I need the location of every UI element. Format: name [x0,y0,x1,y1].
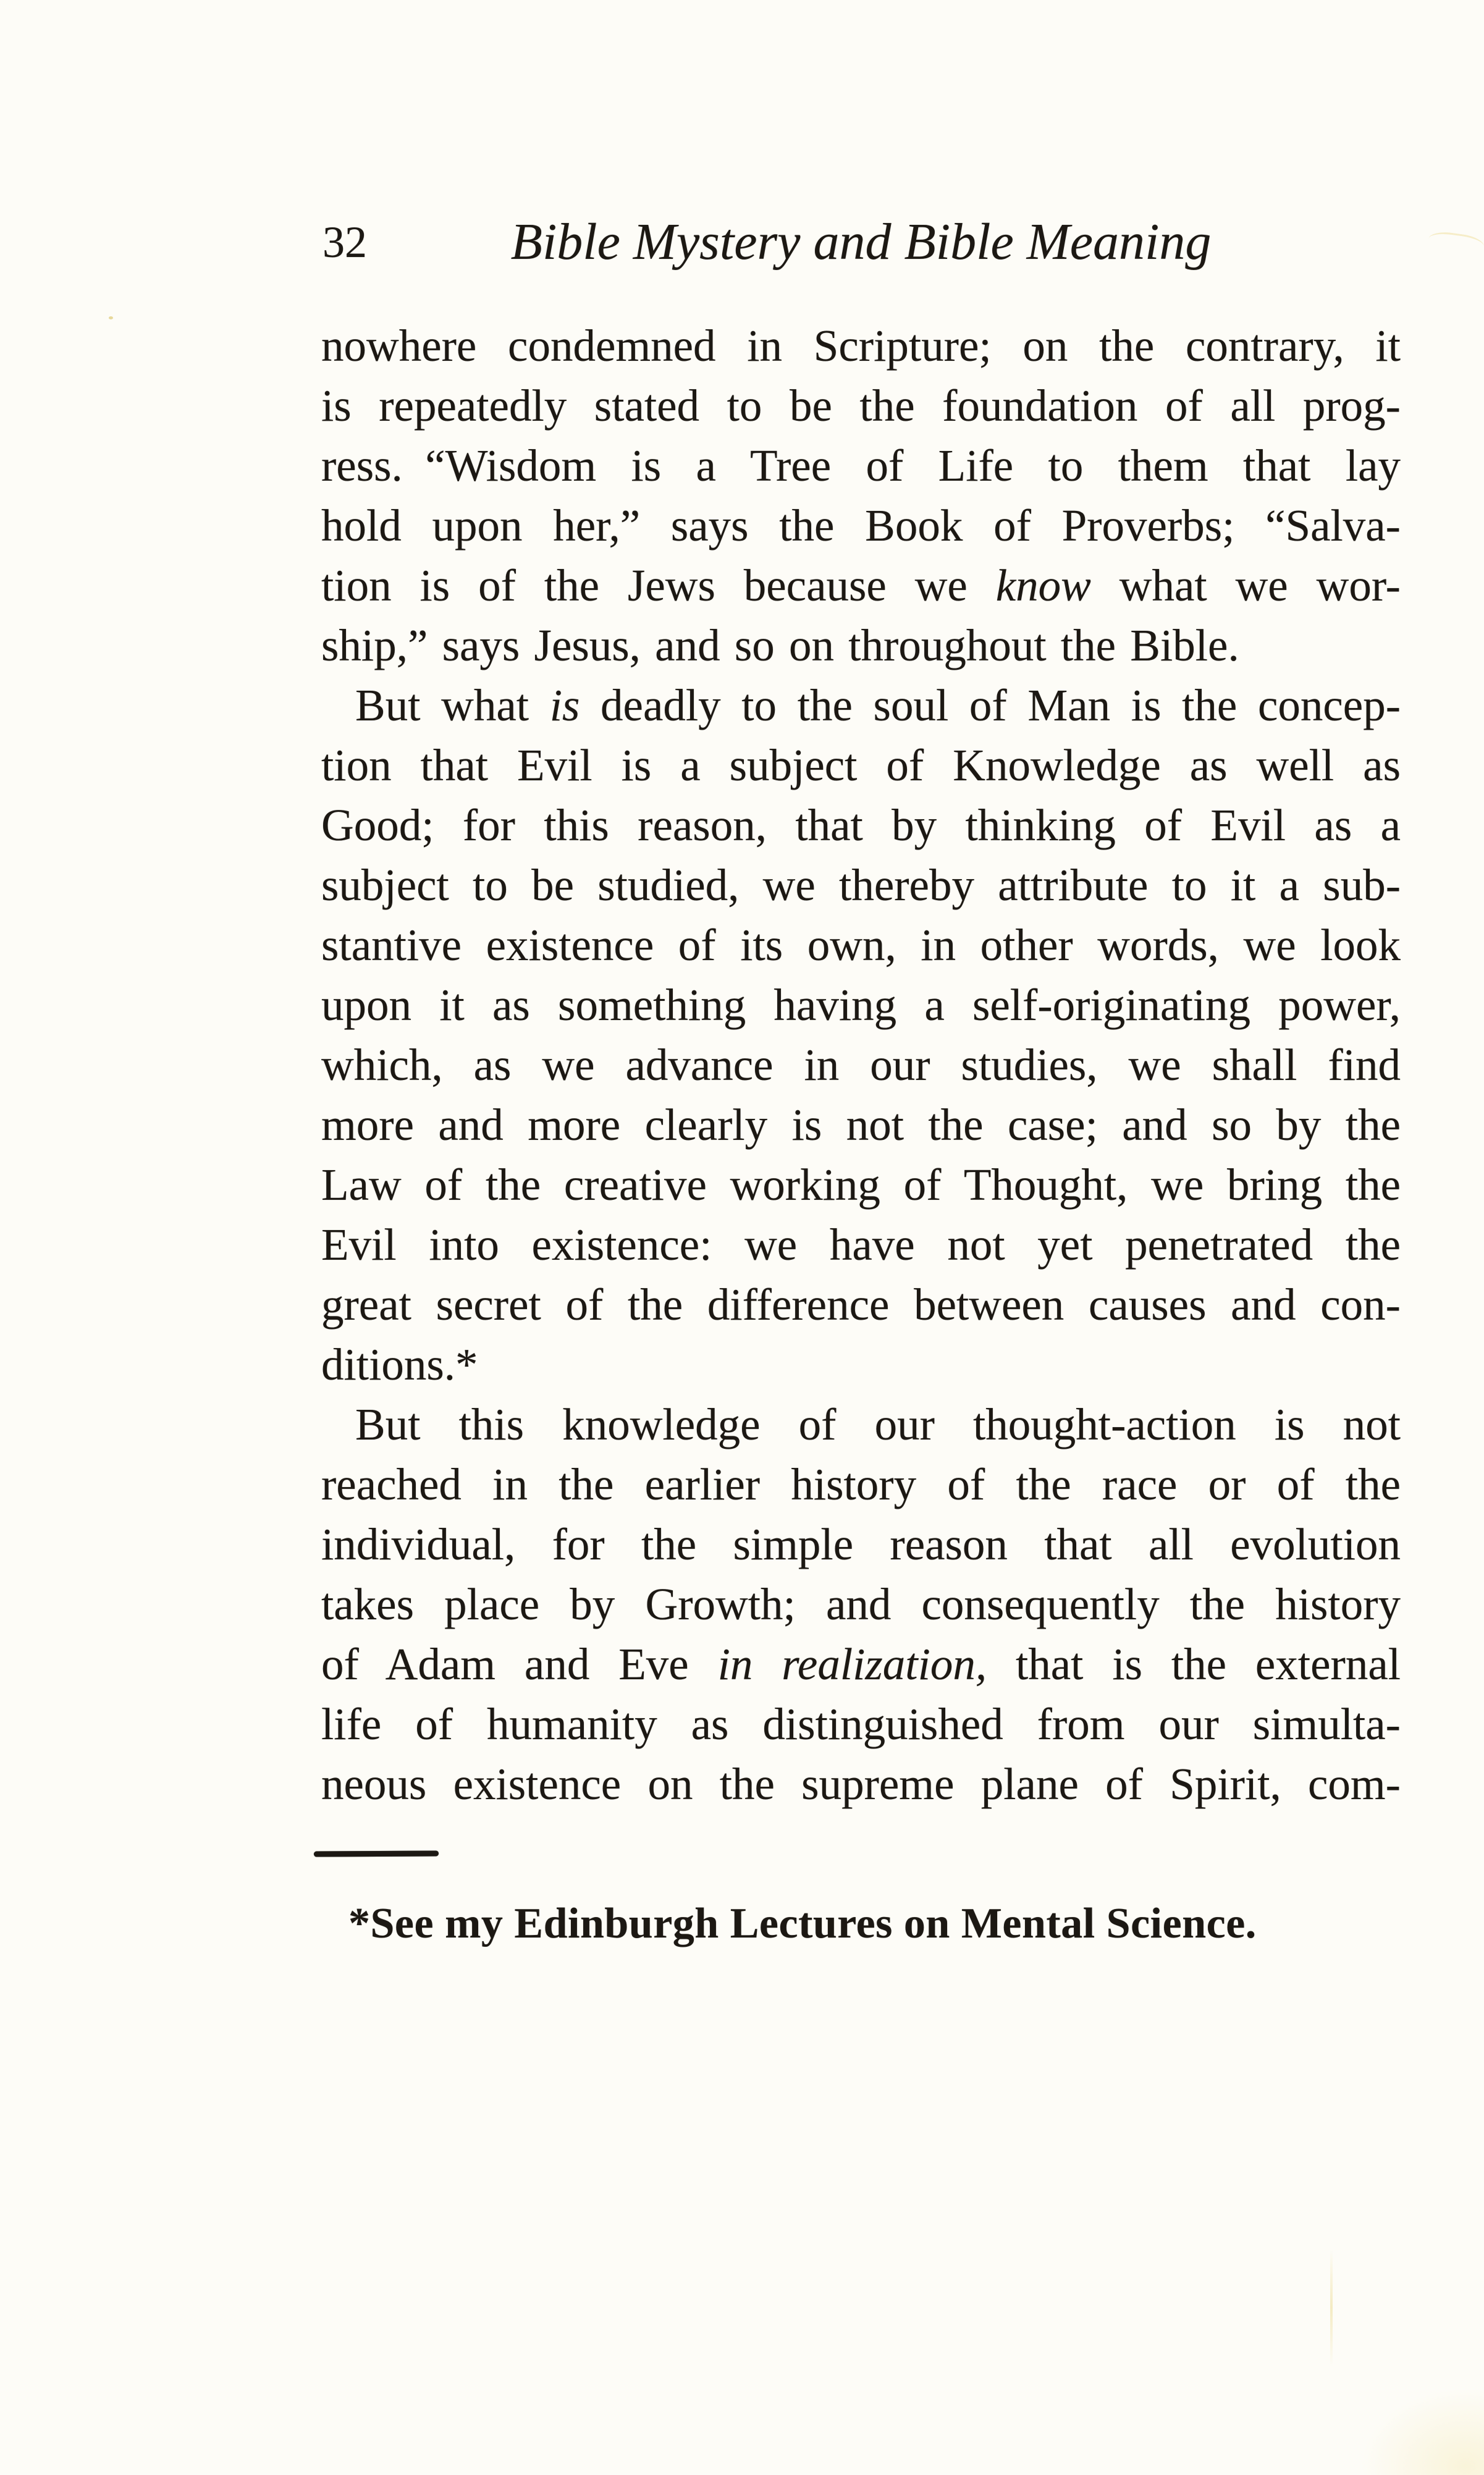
text-line: stantive existence of its own, in other words, we look [321,920,1401,970]
text-segment: that is the external [987,1639,1401,1689]
italic-phrase: in realization, [717,1639,987,1689]
text-line: tion that Evil is a subject of Knowledge as well as [321,740,1401,790]
body-text [321,316,1401,1814]
text-line: ress. “Wisdom is a Tree of Life to them that lay [321,441,1401,491]
text-line: nowhere condemned in Scripture; on the contrary, it [321,321,1401,371]
text-line: upon it as something having a self-originating power, [321,980,1401,1030]
italic-word: is [549,680,580,730]
text-line: great secret of the difference between causes and con- [321,1280,1401,1330]
text-line: Evil into existence: we have not yet penetrated the [321,1220,1401,1270]
text-line: takes place by Growth; and consequently the history [321,1579,1401,1629]
running-header [321,211,1401,273]
text-segment: what we wor- [1090,560,1401,610]
paper-artifact [1360,2389,1484,2475]
text-line: individual, for the simple reason that all evolution [321,1519,1401,1569]
text-line: ship,” says Jesus, and so on throughout the Bible. [321,620,1239,670]
text-line: life of humanity as distinguished from our simulta- [321,1699,1401,1749]
paper-artifact [1427,230,1484,255]
paragraph-1 [321,316,1401,675]
text-segment: But what [355,680,550,730]
text-segment: of Adam and Eve [321,1639,718,1689]
paper-artifact [109,316,113,319]
text-line: subject to be studied, we thereby attribute to it a sub- [321,860,1401,910]
paper-artifact [1330,2249,1333,2366]
footnote-text: *See my Edinburgh Lectures on Mental Science. [348,1900,1257,1947]
text-segment: tion is of the Jews because we [321,560,996,610]
text-line: hold upon her,” says the Book of Proverbs; “Salva- [321,500,1401,550]
running-header-title: Bible Mystery and Bible Meaning [510,213,1212,271]
text-line: Law of the creative working of Thought, we bring the [321,1160,1401,1210]
paragraph-3 [321,1394,1401,1814]
paragraph-2 [321,675,1401,1394]
page-number: 32 [323,217,367,267]
text-line: But this knowledge of our thought-action is not [355,1399,1401,1449]
text-line: more and more clearly is not the case; and so by the [321,1100,1401,1150]
text-line: is repeatedly stated to be the foundation of all prog- [321,381,1401,431]
text-line: which, as we advance in our studies, we shall find [321,1040,1401,1090]
text-line [321,675,1401,735]
text-line [321,555,1401,615]
text-segment: deadly to the soul of Man is the concep- [580,680,1401,730]
text-line: reached in the earlier history of the race or of the [321,1459,1401,1509]
text-line [321,1634,1401,1694]
italic-word: know [995,560,1091,610]
text-line: ditions.* [321,1339,478,1389]
footnote-divider-rule [314,1850,439,1857]
text-line: Good; for this reason, that by thinking of Evil as a [321,800,1401,850]
text-line: neous existence on the supreme plane of Spirit, com- [321,1759,1401,1809]
